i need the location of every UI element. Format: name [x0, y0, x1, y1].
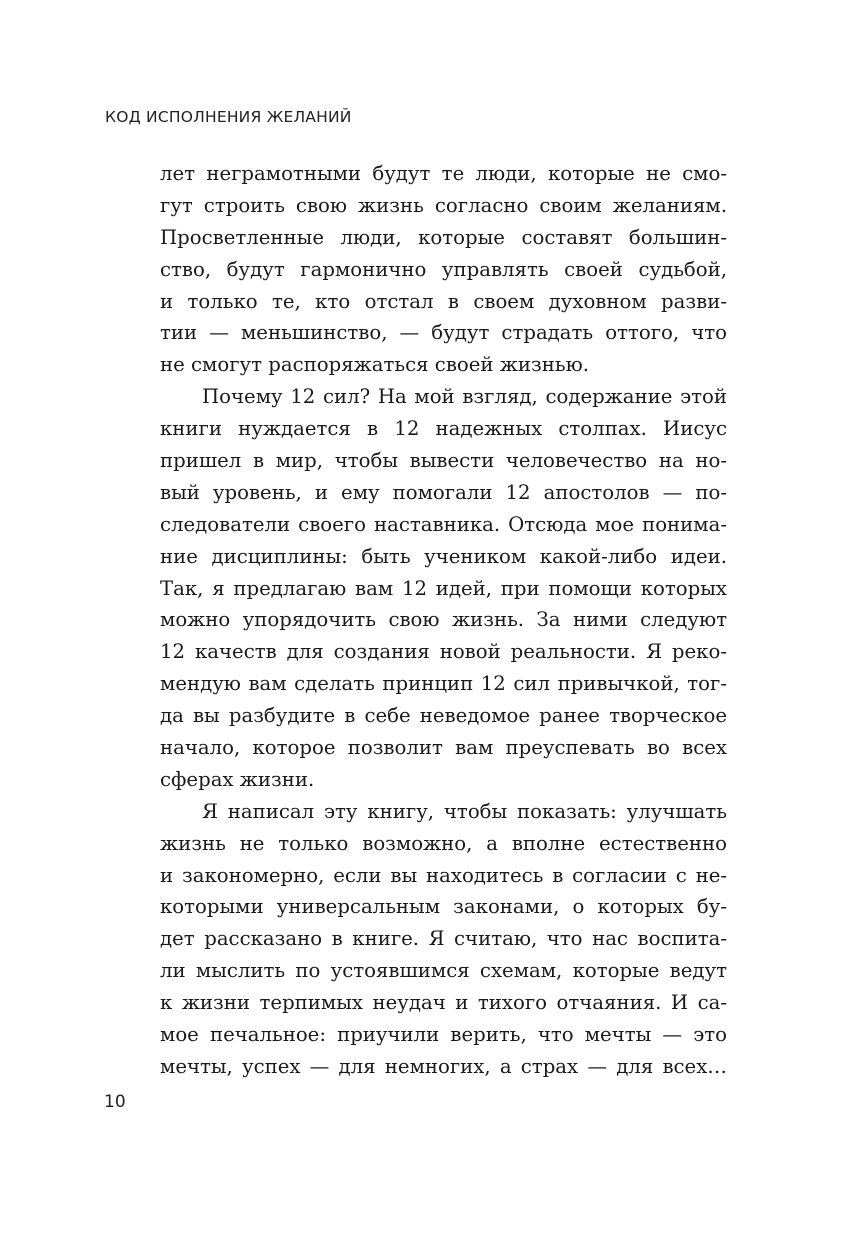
text-line: следователи своего наставника. Отсюда мое понима-	[160, 512, 727, 536]
text-line: жизнь не только возможно, а вполне естественно	[160, 831, 727, 855]
text-line: и закономерно, если вы находитесь в согласии с не-	[160, 863, 727, 887]
text-line: Почему 12 сил? На мой взгляд, содержание этой	[202, 385, 727, 409]
text-line: Так, я предлагаю вам 12 идей, при помощи которых	[160, 576, 727, 600]
text-line: можно упорядочить свою жизнь. За ними следуют	[160, 608, 727, 632]
text-line: ство, будут гармонично управлять своей судьбой,	[160, 257, 727, 281]
text-line: ние дисциплины: быть учеником какой-либо идеи.	[160, 544, 727, 568]
text-line: мое печальное: приучили верить, что мечты — это	[160, 1023, 727, 1047]
paragraph	[160, 158, 727, 381]
text-line: мендую вам сделать принцип 12 сил привычкой, тог-	[160, 672, 727, 696]
text-line: Просветленные люди, которые составят большин-	[160, 225, 727, 249]
text-line: книги нуждается в 12 надежных столпах. Иисус	[160, 417, 727, 441]
text-line: Я написал эту книгу, чтобы показать: улучшать	[202, 799, 727, 823]
page-number: 10	[104, 1092, 126, 1112]
text-line: 12 качеств для создания новой реальности. Я реко-	[160, 640, 727, 664]
text-line: тии — меньшинство, — будут страдать оттого, что	[160, 321, 727, 345]
text-line: ли мыслить по устоявшимся схемам, которые ведут	[160, 959, 727, 983]
text-line: да вы разбудите в себе неведомое ранее творческое	[160, 704, 727, 728]
text-line: которыми универсальным законами, о которых бу-	[160, 895, 727, 919]
text-line: пришел в мир, чтобы вывести человечество на но-	[160, 449, 727, 473]
paragraph	[160, 381, 727, 796]
text-line: и только те, кто отстал в своем духовном разви-	[160, 289, 727, 313]
text-line: мечты, успех — для немногих, а страх — для всех…	[160, 1054, 727, 1078]
text-line: начало, которое позволит вам преуспевать во всех	[160, 736, 727, 760]
running-head: КОД ИСПОЛНЕНИЯ ЖЕЛАНИЙ	[105, 108, 352, 126]
text-line: дет рассказано в книге. Я считаю, что нас воспита-	[160, 927, 727, 951]
paragraph	[160, 796, 727, 1083]
text-line: лет неграмотными будут те люди, которые не смо-	[160, 162, 727, 185]
text-line: вый уровень, и ему помогали 12 апостолов — по-	[160, 480, 727, 504]
text-line: сферах жизни.	[160, 767, 315, 791]
text-line: к жизни терпимых неудач и тихого отчаяния. И са-	[160, 991, 727, 1015]
text-line: гут строить свою жизнь согласно своим желаниям.	[160, 193, 727, 217]
text-line: не смогут распоряжаться своей жизнью.	[160, 353, 590, 377]
body-text	[160, 158, 727, 1083]
